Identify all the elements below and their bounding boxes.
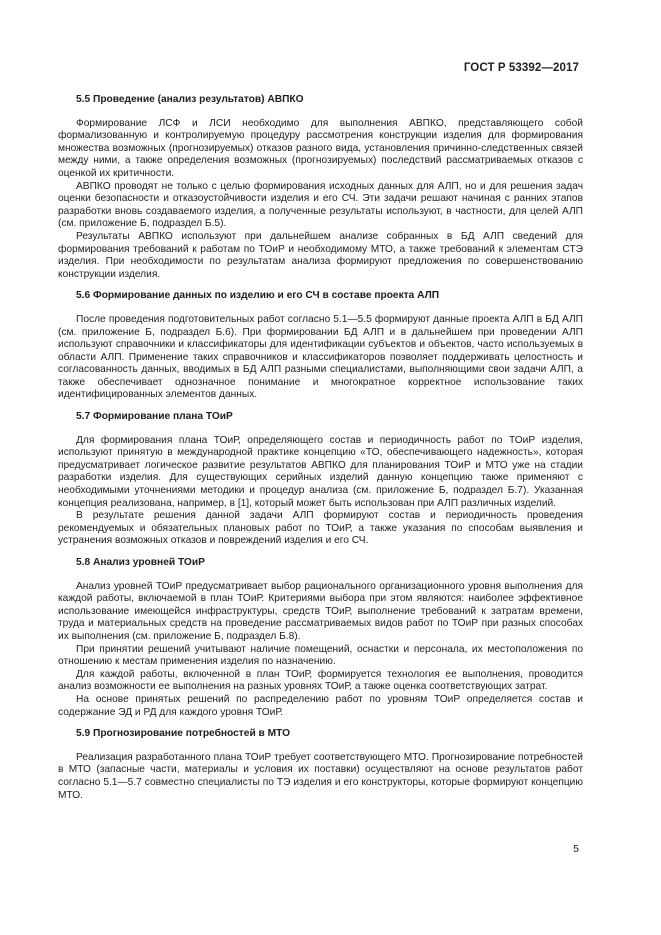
section-title: 5.5 Проведение (анализ результатов) АВПКО xyxy=(76,94,304,105)
paragraph: Для каждой работы, включенной в план ТОиР, формируется технология ее выполнения, проводится анализ возможности ее выполнения на разных уровнях ТОиР, а также оценка соответствующих затрат. xyxy=(58,668,583,693)
section-5-5 xyxy=(58,94,583,281)
standard-designation: ГОСТ Р 53392—2017 xyxy=(463,62,579,74)
section-title: 5.9 Прогнозирование потребностей в МТО xyxy=(76,728,291,740)
page-number: 5 xyxy=(573,843,579,855)
section-title: 5.7 Формирование плана ТОиР xyxy=(76,411,233,423)
paragraph: Формирование ЛСФ и ЛСИ необходимо для выполнения АВПКО, представляющего собой формализованную и контролируемую процедуру рассмотрения конструкции изделия для формирования множества возможных (прогнозируемых) отказов разного вида, установления причинно-следственных связей между ними, а также определения возможных (прогнозируемых) последствий рассматриваемых отказов с оценкой их критичности. xyxy=(58,117,583,179)
paragraph: Реализация разработанного плана ТОиР требует соответствующего МТО. Прогнозирование потребностей в МТО (запасные части, материалы и условия их поставки) осуществляют на основе результатов работ согласно 5.1—5.7 совместно специалисты по ТЭ изделия и его конструкторы, которые формируют концепцию МТО. xyxy=(58,751,583,801)
section-title: 5.8 Анализ уровней ТОиР xyxy=(76,557,205,568)
paragraph: Для формирования плана ТОиР, определяющего состав и периодичность работ по ТОиР изделия, используют принятую в международной практике концепцию «ТО, обеспечивающего надежность», которая предусматривает логическое развитие результатов АВПКО для планирования ТОиР и МТО уже на стадии разработки изделия. Для существующих серийных изделий данную концепцию также применяют с необходимыми уточнениями методики и процедур анализа (см. приложение Б, подраздел Б.7). Указанная концепция реализована, например, в [1], который может быть использован при АЛП различных изделий. xyxy=(58,434,583,509)
paragraph: Анализ уровней ТОиР предусматривает выбор рационального организационного уровня выполнения для каждой работы, включаемой в план ТОиР. Критериями выбора при этом являются: наиболее эффективное использование имеющейся инфраструктуры, средств ТОиР, выполнение требований к затратам времени, труда и материальных средств на проведение рассматриваемых видов работ по ТОиР при разных способах их выполнения (см. приложение Б, подраздел Б.8). xyxy=(58,580,583,642)
section-5-8 xyxy=(58,557,583,719)
document-body xyxy=(58,94,583,811)
paragraph: После проведения подготовительных работ согласно 5.1—5.5 формируют данные проекта АЛП в БД АЛП (см. приложение Б, подраздел Б.6). При формировании БД АЛП и в дальнейшем при проведении АЛП используют справочники и классификаторы для идентификации субъектов и объектов, часто используемых в области АЛП. Применение таких справочников и классификаторов позволяет поддерживать целостность и согласованность данных, вводимых в БД АЛП разными специалистами, выполняющими свои задачи АЛП, а также обеспечивает однозначное понимание и многократное корректное использование таких идентифицированных элементов данных. xyxy=(58,313,583,401)
paragraph: При принятии решений учитывают наличие помещений, оснастки и персонала, их местоположения по отношению к местам применения изделия по назначению. xyxy=(58,643,583,668)
section-5-7 xyxy=(58,411,583,548)
paragraph: Результаты АВПКО используют при дальнейшем анализе собранных в БД АЛП сведений для формирования требований к работам по ТОиР и необходимому МТО, а также требований к элементам СТЭ изделия. При необходимости по результатам анализа формируют предложения по совершенствованию конструкции изделия. xyxy=(58,230,583,280)
section-5-6 xyxy=(58,290,583,402)
section-title: 5.6 Формирование данных по изделию и его СЧ в составе проекта АЛП xyxy=(76,290,440,302)
paragraph: На основе принятых решений по распределению работ по уровням ТОиР определяется состав и содержание ЭД и РД для каждого уровня ТОиР. xyxy=(58,693,583,718)
paragraph: АВПКО проводят не только с целью формирования исходных данных для АЛП, но и для решения задач оценки безопасности и отказоустойчивости изделия и его СЧ. Эти задачи решают начиная с ранних этапов разработки вновь создаваемого изделия, а полученные результаты используют, в частности, для целей АЛП (см. приложение Б, подраздел Б.5). xyxy=(58,180,583,230)
paragraph: В результате решения данной задачи АЛП формируют состав и периодичность проведения рекомендуемых и обязательных плановых работ по ТОиР, а также указания по способам выявления и устранения возможных отказов и повреждений изделия и его СЧ. xyxy=(58,510,583,547)
section-5-9 xyxy=(58,728,583,802)
